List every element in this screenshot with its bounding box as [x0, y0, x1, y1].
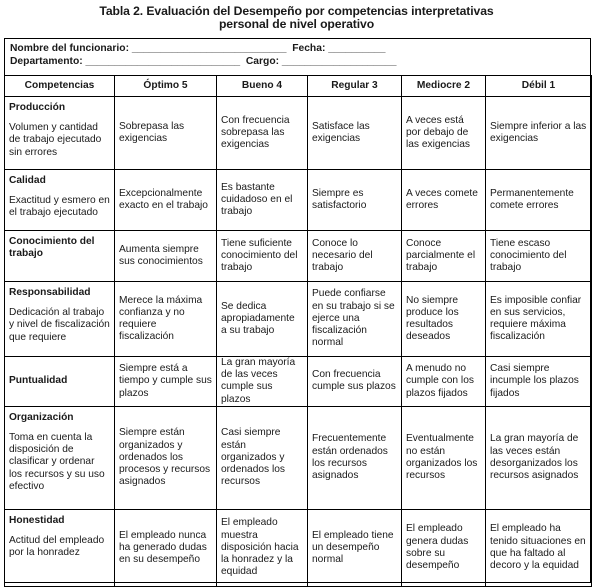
competency-description: Toma en cuenta la disposición de clasificar y ordenar los recursos y su uso efectivo: [9, 432, 105, 492]
rating-cell: Casi siempre incumple los plazos fijados: [486, 357, 592, 407]
rating-cell: Casi siempre están organizados y ordenados los recursos: [217, 406, 308, 509]
competency-cell: [5, 282, 115, 357]
rating-cell: Se dedica apropiadamente a su trabajo: [217, 282, 308, 357]
table-title: [0, 5, 593, 31]
table-row: [5, 97, 592, 170]
rating-cell: Es bastante cuidadoso en el trabajo: [217, 170, 308, 231]
rating-cell: El empleado tiene un desempeño normal: [308, 509, 402, 586]
rating-cell: Satisface las exigencias: [308, 97, 402, 170]
competency-title: Responsabilidad: [9, 287, 91, 298]
rating-cell: El empleado ha tenido situaciones en que ha faltado al decoro y la equidad: [486, 509, 592, 586]
competency-description: Actitud del empleado por la honradez: [9, 535, 105, 559]
rating-cell: Eventualmente no están organizados los recursos: [402, 406, 486, 509]
rating-cell: Conoce parcialmente el trabajo: [402, 231, 486, 282]
competency-cell: [5, 406, 115, 509]
rating-cell: Merece la máxima confianza y no requiere fiscalización: [115, 282, 217, 357]
competency-description: Exactitud y esmero en el trabajo ejecutado: [9, 195, 110, 219]
header-competencias: Competencias: [5, 76, 115, 97]
rating-cell: Excepcionalmente exacto en el trabajo: [115, 170, 217, 231]
competency-cell: [5, 231, 115, 282]
form-line-name-date: Nombre del funcionario: ___________________________ Fecha: __________: [10, 43, 386, 54]
rating-cell: Siempre están organizados y ordenados los procesos y recursos asignados: [115, 406, 217, 509]
table-row: [5, 231, 592, 282]
rating-cell: Conoce lo necesario del trabajo: [308, 231, 402, 282]
table-row: [5, 357, 592, 407]
rating-cell: Siempre inferior a las exigencias: [486, 97, 592, 170]
rating-cell: Siempre es satisfactorio: [308, 170, 402, 231]
competency-description: Volumen y cantidad de trabajo ejecutado sin errores: [9, 122, 102, 158]
rating-cell: Puede confiarse en su trabajo si se ejerce una fiscalización normal: [308, 282, 402, 357]
table-row: [5, 406, 592, 509]
table-row: [5, 509, 592, 586]
competency-title: Puntualidad: [9, 375, 68, 387]
competency-cell: [5, 170, 115, 231]
competency-title: Organización: [9, 411, 74, 423]
rating-cell: A veces comete errores: [402, 170, 486, 231]
competency-title: Producción: [9, 102, 66, 113]
rating-cell: Siempre está a tiempo y cumple sus plazos: [115, 357, 217, 407]
competency-title: Conocimiento del trabajo: [9, 236, 95, 260]
competency-title: Calidad: [9, 175, 46, 186]
header-regular: Regular 3: [308, 76, 402, 97]
competency-cell: [5, 509, 115, 586]
table-title-line-2: personal de nivel operativo: [218, 17, 375, 31]
header-bueno: Bueno 4: [217, 76, 308, 97]
rating-cell: El empleado muestra disposición hacia la honradez y la equidad: [217, 509, 308, 586]
header-row: [5, 76, 592, 97]
rating-cell: Aumenta siempre sus conocimientos: [115, 231, 217, 282]
rating-cell: Es imposible confiar en sus servicios, requiere máxima fiscalización: [486, 282, 592, 357]
rating-cell: Permanentemente comete errores: [486, 170, 592, 231]
rating-cell: Con frecuencia sobrepasa las exigencias: [217, 97, 308, 170]
competency-cell: [5, 97, 115, 170]
table-row: [5, 282, 592, 357]
table-title-line-1: Tabla 2. Evaluación del Desempeño por competencias interpretativas: [99, 4, 494, 18]
evaluation-table: [4, 75, 592, 587]
header-mediocre: Mediocre 2: [402, 76, 486, 97]
header-optimo: Óptimo 5: [115, 76, 217, 97]
rating-cell: Sobrepasa las exigencias: [115, 97, 217, 170]
rating-cell: A veces está por debajo de las exigencias: [402, 97, 486, 170]
rating-cell: El empleado genera dudas sobre su desempeño: [402, 509, 486, 586]
competency-description: Dedicación al trabajo y nivel de fiscalización que requiere: [9, 307, 110, 343]
header-debil: Débil 1: [486, 76, 592, 97]
rating-cell: Tiene suficiente conocimiento del trabajo: [217, 231, 308, 282]
rating-cell: No siempre produce los resultados deseados: [402, 282, 486, 357]
table-row: [5, 170, 592, 231]
rating-cell: Con frecuencia cumple sus plazos: [308, 357, 402, 407]
rating-cell: El empleado nunca ha generado dudas en su desempeño: [115, 509, 217, 586]
competency-cell: [5, 357, 115, 407]
rating-cell: La gran mayoría de las veces cumple sus plazos: [217, 357, 308, 407]
rating-cell: Frecuentemente están ordenados los recursos asignados: [308, 406, 402, 509]
rating-cell: La gran mayoría de las veces están desorganizados los recursos asignados: [486, 406, 592, 509]
competency-title: Honestidad: [9, 514, 65, 526]
rating-cell: Tiene escaso conocimiento del trabajo: [486, 231, 592, 282]
rating-cell: A menudo no cumple con los plazos fijados: [402, 357, 486, 407]
form-line-department-position: Departamento: ___________________________ Cargo: ____________________: [10, 56, 397, 67]
